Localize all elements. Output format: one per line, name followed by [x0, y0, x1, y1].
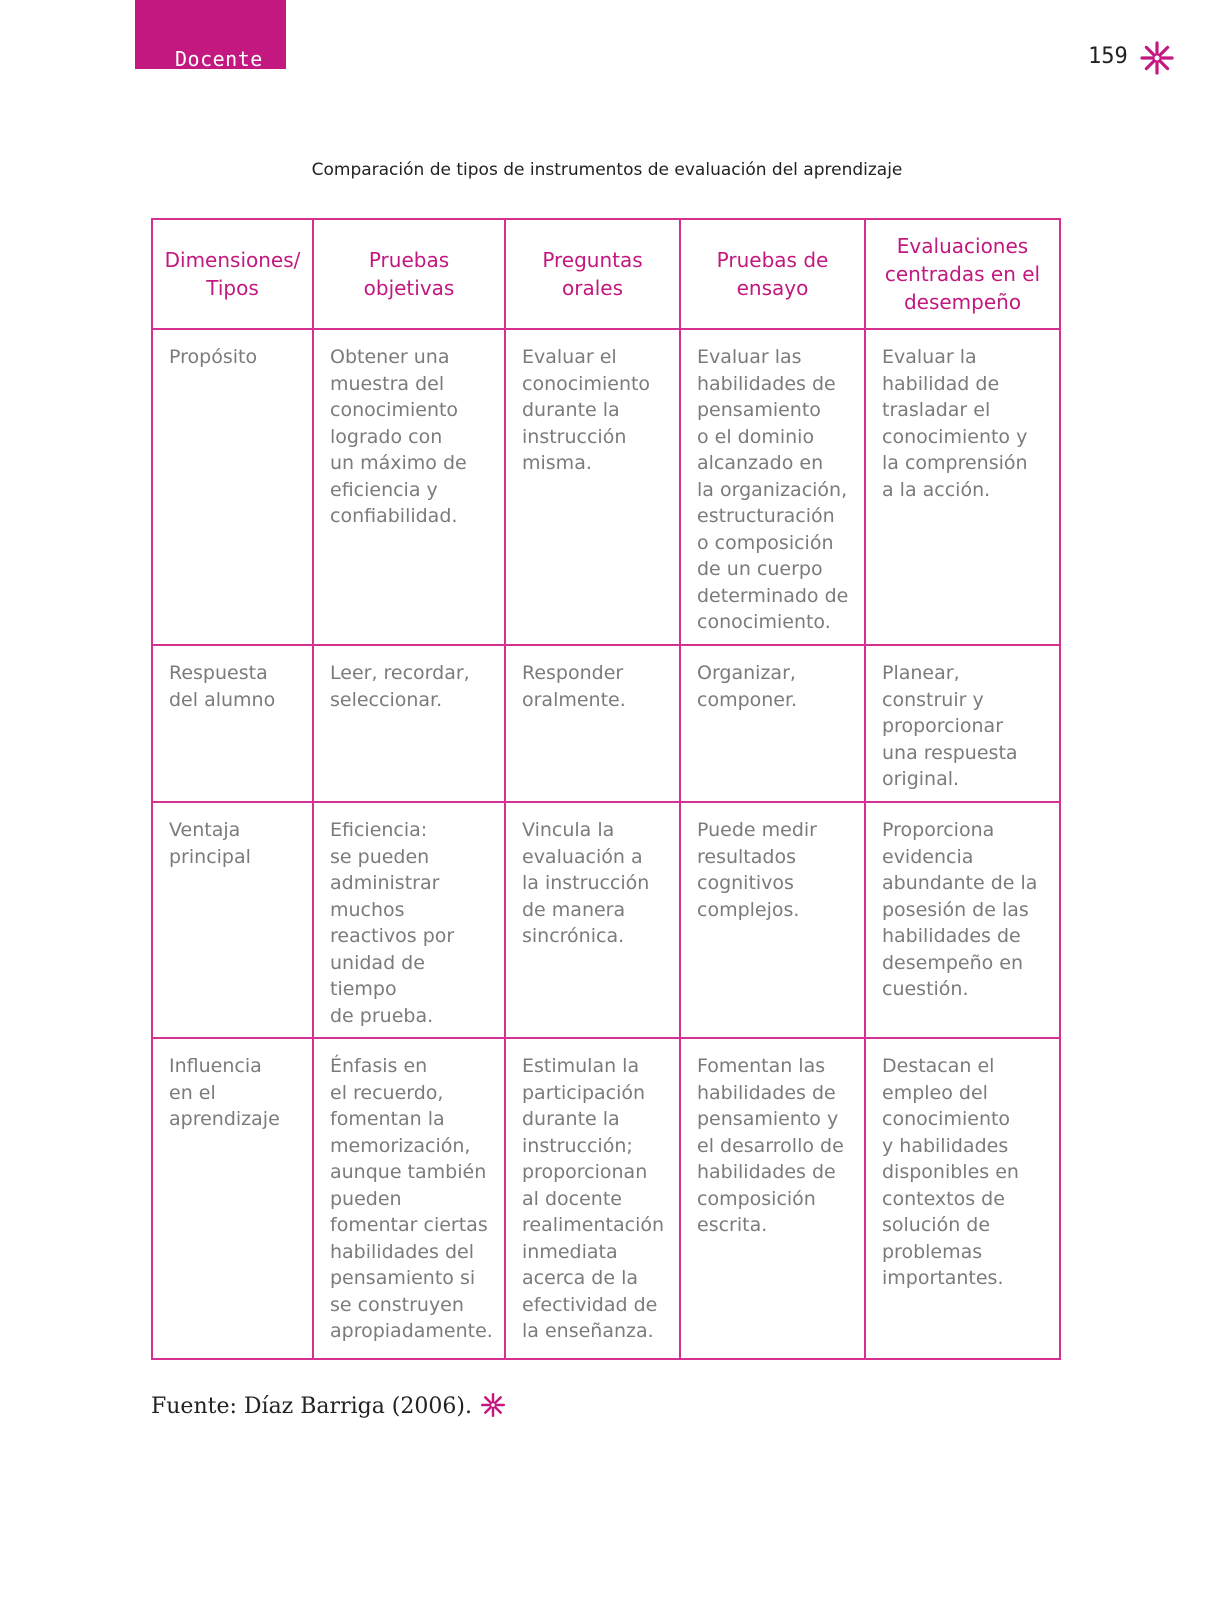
section-tab-label: Docente — [175, 47, 263, 71]
table-header-row — [152, 219, 1060, 329]
table-cell: Proporciona evidencia abundante de la posesión de las habilidades de desempeño en cuestión. — [865, 802, 1060, 1038]
table-cell: Eficiencia: se pueden administrar muchos reactivos por unidad de tiempo de prueba. — [313, 802, 505, 1038]
table-cell: Obtener una muestra del conocimiento logrado con un máximo de eficiencia y confiabilidad. — [313, 329, 505, 645]
table-cell: Estimulan la participación durante la instrucción; proporcionan al docente realimentación inmediata acerca de la efectividad de la enseñanza. — [505, 1038, 680, 1359]
asterisk-flower-icon — [1139, 40, 1175, 76]
table-cell: Planear, construir y proporcionar una respuesta original. — [865, 645, 1060, 802]
table-cell: Leer, recordar, seleccionar. — [313, 645, 505, 802]
header-cell: Preguntas orales — [505, 219, 680, 329]
header-cell: Dimensiones/ Tipos — [152, 219, 313, 329]
header-cell: Pruebas de ensayo — [680, 219, 865, 329]
header-cell: Evaluaciones centradas en el desempeño — [865, 219, 1060, 329]
page-number: 159 — [1088, 44, 1128, 69]
source-text: Fuente: Díaz Barriga (2006). — [151, 1394, 472, 1419]
table-cell: Énfasis en el recuerdo, fomentan la memorización, aunque también pueden fomentar ciertas habilidades del pensamiento si se construyen apropiadamente. — [313, 1038, 505, 1359]
section-tab — [135, 0, 286, 69]
row-label-cell: Ventaja principal — [152, 802, 313, 1038]
row-label-cell: Influencia en el aprendizaje — [152, 1038, 313, 1359]
row-label-cell: Respuesta del alumno — [152, 645, 313, 802]
table-cell: Vincula la evaluación a la instrucción de manera sincrónica. — [505, 802, 680, 1038]
row-label-cell: Propósito — [152, 329, 313, 645]
table-cell: Evaluar el conocimiento durante la instrucción misma. — [505, 329, 680, 645]
table-cell: Fomentan las habilidades de pensamiento y el desarrollo de habilidades de composición escrita. — [680, 1038, 865, 1359]
table-cell: Evaluar la habilidad de trasladar el conocimiento y la comprensión a la acción. — [865, 329, 1060, 645]
table-cell: Responder oralmente. — [505, 645, 680, 802]
table-row — [152, 802, 1060, 1038]
table-cell: Puede medir resultados cognitivos complejos. — [680, 802, 865, 1038]
header-cell: Pruebas objetivas — [313, 219, 505, 329]
table-cell: Destacan el empleo del conocimiento y habilidades disponibles en contextos de solución de problemas importantes. — [865, 1038, 1060, 1359]
source-citation — [151, 1392, 506, 1419]
table-cell: Evaluar las habilidades de pensamiento o el dominio alcanzado en la organización, estructuración o composición de un cuerpo determinado de conocimiento. — [680, 329, 865, 645]
table-cell: Organizar, componer. — [680, 645, 865, 802]
table-row — [152, 329, 1060, 645]
table-caption: Comparación de tipos de instrumentos de evaluación del aprendizaje — [311, 160, 903, 180]
asterisk-flower-icon — [480, 1392, 506, 1418]
table-row — [152, 645, 1060, 802]
table-row — [152, 1038, 1060, 1359]
comparison-table — [151, 218, 1061, 1360]
